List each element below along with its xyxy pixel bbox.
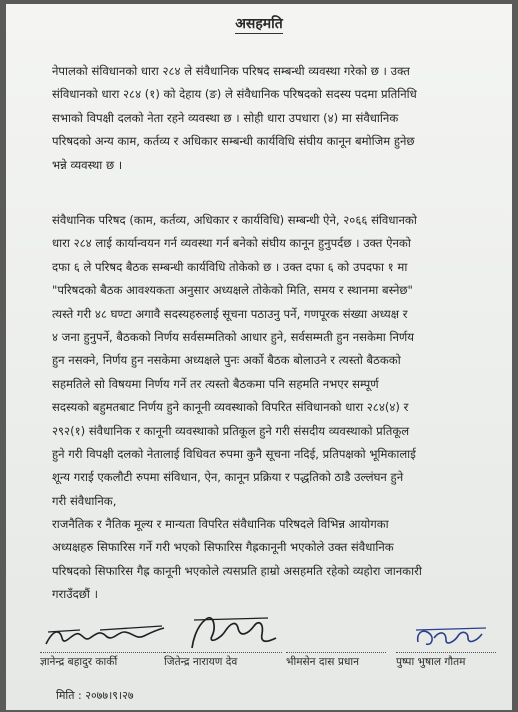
signatory-name-2: जितेन्द्र नारायण देव: [164, 656, 238, 668]
signature-block-4: [396, 608, 496, 668]
handwritten-signature-2: [164, 608, 282, 654]
signature-line-4: [396, 652, 496, 653]
signatory-name-3: भीमसेन दास प्रधान: [286, 656, 359, 668]
signature-line-3: [286, 652, 386, 653]
signature-block-2: [164, 608, 282, 668]
signature-block-1: [40, 608, 170, 668]
signatory-name-1: ज्ञानेन्द्र बहादुर कार्की: [40, 656, 118, 668]
document-page: [6, 4, 512, 710]
handwritten-signature-1: [40, 608, 170, 654]
signature-line-1: [40, 652, 170, 653]
signature-block-3: [286, 608, 386, 668]
signature-line-2: [164, 652, 282, 653]
paragraph-3: राजनैतिक र नैतिक मूल्य र मान्यता विपरित संवैधानिक परिषदले विभिन्न आयोगका अध्यक्षहरु सिफारिस गर्ने गरी भएको सिफारिस गैह्रकानूनी भएकोले उक्त संवैधानिक परिषदको सिफारिस गैह्र कानूनी भएकोले त्यसप्रति हाम्रो असहमति रहेको व्यहोरा जानकारी गराउँदछौं ।: [52, 517, 422, 602]
paragraph-2: संवैधानिक परिषद (काम, कर्तव्य, अधिकार र कार्यविधि) सम्बन्धी ऐने, २०६६ संविधानको धारा २८४ लाई कार्यान्वयन गर्न व्यवस्था गर्न बनेको संघीय कानून हुनुपर्दछ । उक्त ऐनको दफा ६ ले परिषद बैठक सम्बन्धी कार्यविधि तोकेको छ । उक्त दफा ६ को उपदफा १ मा "परिषदको बैठक आवश्यकता अनुसार अध्यक्षले तोकेको मिति, समय र स्थानमा बस्नेछ" त्यस्ते गरी ४८ घण्टा अगावै सदस्यहरुलाई सूचना पठाउनु पर्ने, गणपूरक संख्या अध्यक्ष र ४ जना हुनुपर्ने, बैठकको निर्णय सर्वसम्मतिको आधार हुने, सर्वसम्मती हुन नसकेमा निर्णय हुन नसक्ने, निर्णय हुन नसकेमा अध्यक्षले पुनः अर्को बैठक बोलाउने र त्यस्तो बैठकको सहमतिले सो विषयमा निर्णय गर्ने तर त्यस्तो बैठकमा पनि सहमति नभएर सम्पूर्ण सदस्यको बहुमतबाट निर्णय हुने कानूनी व्यवस्थाको विपरित संविधानको धारा २८४(४) र २९२(१) संवैधानिक र कानूनी व्यवस्थाको प्रतिकूल हुने गरी संसदीय व्यवस्थाको प्रतिकूल हुने गरी विपक्षी दलको नेतालाई विधिवत रुपमा कुनै सूचना नदिई, प्रतिपक्षको भूमिकालाई शून्य गराई एकलौटी रुपमा संविधान, ऐन, कानून प्रक्रिया र पद्धतिको ठाडै उल्लंघन हुने गरी संवैधानिक,: [52, 213, 417, 508]
handwritten-signature-4: [396, 608, 496, 654]
document-date: मिति : २०७७।९।२७: [56, 689, 134, 702]
paragraph-1: नेपालको संविधानको धारा २८४ ले संवैधानिक परिषद सम्बन्धी व्यवस्था गरेको छ । उक्त संविधानको धारा २८४ (१) को देहाय (ङ) ले संवैधानिक परिषदको सदस्य पदमा प्रतिनिधि सभाको विपक्षी दलको नेता रहने व्यवस्था छ । सोही धारा उपधारा (४) मा संवैधानिक परिषदको अन्य काम, कर्तव्य र अधिकार सम्बन्धी कार्यविधि संघीय कानून बमोजिम हुनेछ भन्ने व्यवस्था छ ।: [52, 64, 417, 172]
document-title: असहमति: [235, 16, 283, 32]
signatory-name-4: पुष्पा भुषाल गौतम: [396, 656, 466, 668]
